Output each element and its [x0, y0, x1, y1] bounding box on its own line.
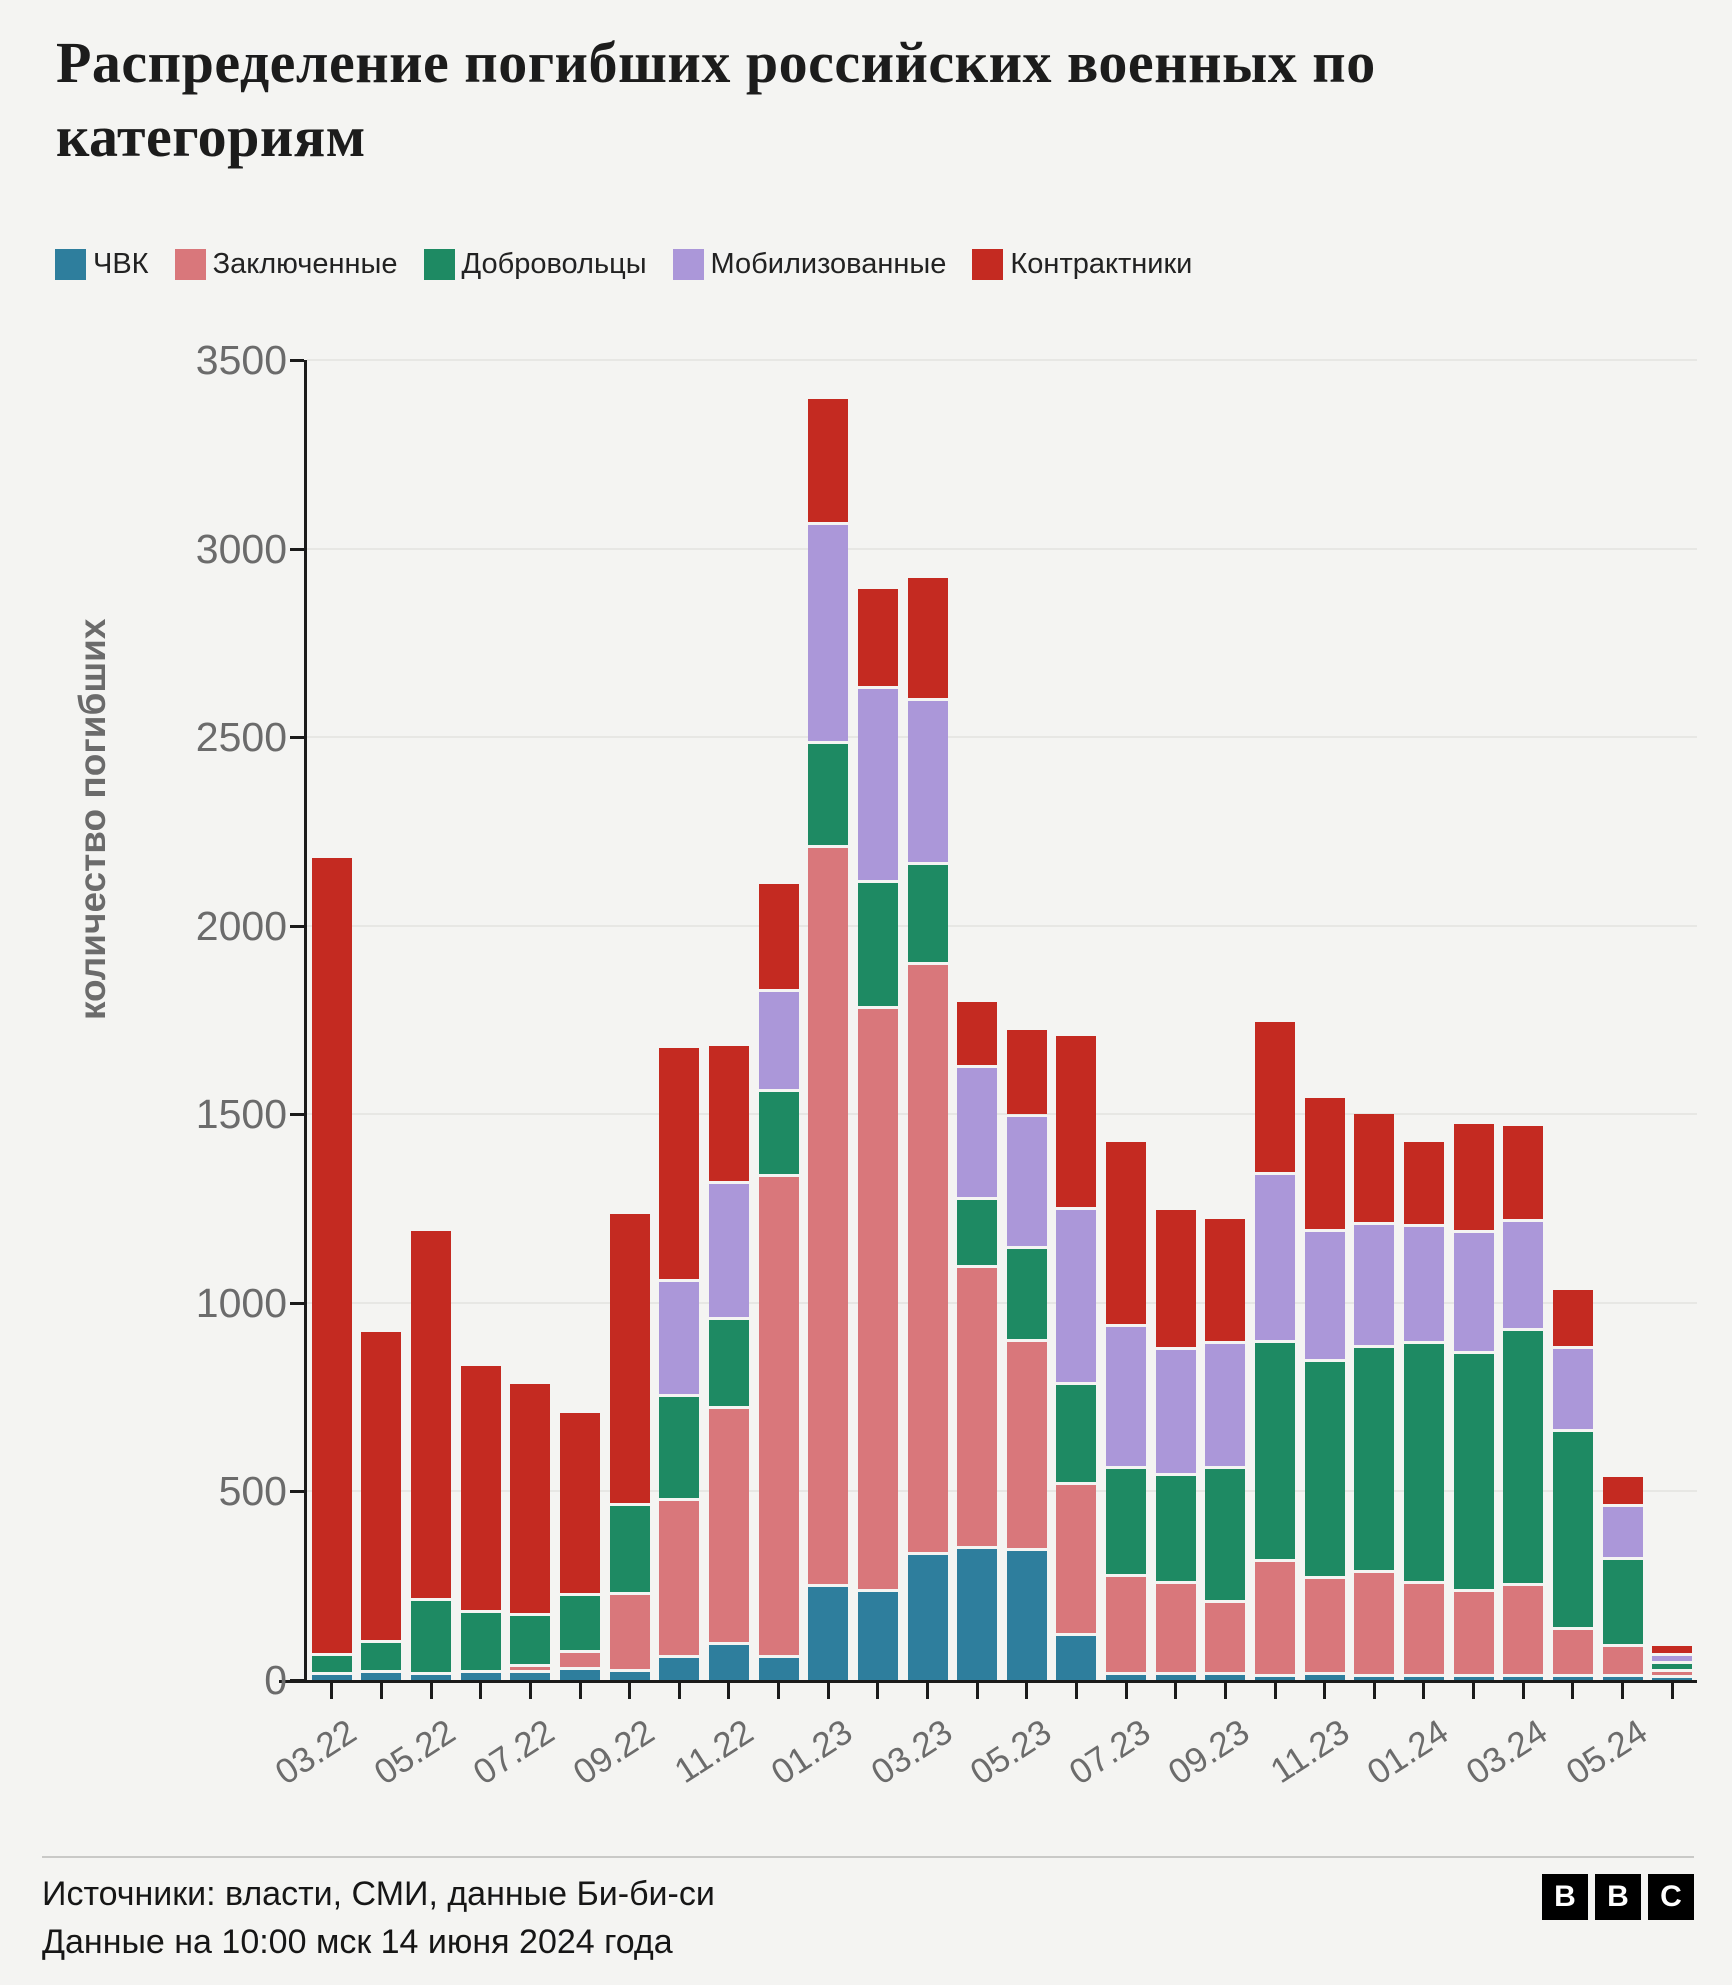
bar-segment — [759, 1092, 799, 1174]
bar-segment — [1404, 1584, 1444, 1674]
bar-11.23 — [1305, 1098, 1345, 1680]
legend-label: Заключенные — [212, 248, 398, 280]
bar-10.23 — [1255, 1022, 1295, 1680]
bar-segment — [1255, 1022, 1295, 1172]
legend-item-Добровольцы — [424, 248, 647, 281]
bar-segment — [1255, 1677, 1295, 1680]
bar-segment — [659, 1048, 699, 1279]
x-tick — [1621, 1683, 1624, 1699]
bar-segment — [1205, 1219, 1245, 1341]
bar-segment — [1205, 1603, 1245, 1672]
bar-segment — [1056, 1385, 1096, 1482]
gridline — [307, 359, 1697, 361]
x-tick — [1125, 1683, 1128, 1699]
bar-03.24 — [1503, 1126, 1543, 1680]
bar-segment — [659, 1282, 699, 1394]
bar-segment — [1503, 1126, 1543, 1219]
bar-segment — [560, 1670, 600, 1680]
bbc-logo-letter: C — [1648, 1874, 1694, 1920]
bar-segment — [1255, 1343, 1295, 1559]
x-tick — [777, 1683, 780, 1699]
chart-title: Распределение погибших российских военных по категориям — [56, 30, 1376, 170]
bar-segment — [1106, 1469, 1146, 1574]
bar-segment — [1305, 1098, 1345, 1229]
bar-segment — [610, 1506, 650, 1592]
bar-06.22 — [461, 1366, 501, 1680]
x-tick-label: 01.23 — [764, 1712, 860, 1793]
legend-item-ЧВК — [55, 248, 149, 281]
plot-area — [195, 337, 1697, 1793]
bar-segment — [1603, 1477, 1643, 1504]
y-tick — [290, 1679, 304, 1682]
bar-segment — [957, 1002, 997, 1065]
bbc-logo-letter: B — [1542, 1874, 1588, 1920]
bar-segment — [1503, 1586, 1543, 1674]
bar-05.22 — [411, 1231, 451, 1680]
bar-segment — [1354, 1114, 1394, 1222]
bar-04.24 — [1553, 1290, 1593, 1680]
x-tick-label: 07.22 — [466, 1712, 562, 1793]
x-tick — [1224, 1683, 1227, 1699]
bar-segment — [1255, 1562, 1295, 1674]
bar-segment — [312, 1656, 352, 1672]
x-tick — [727, 1683, 730, 1699]
bar-segment — [1156, 1584, 1196, 1672]
bar-segment — [1305, 1362, 1345, 1576]
bar-segment — [1007, 1551, 1047, 1680]
bar-segment — [1553, 1290, 1593, 1346]
bar-segment — [1603, 1507, 1643, 1557]
bar-segment — [759, 1658, 799, 1680]
y-tick-label: 1000 — [195, 1279, 287, 1326]
y-tick-label: 500 — [218, 1468, 287, 1515]
bar-segment — [361, 1673, 401, 1680]
bar-segment — [759, 992, 799, 1089]
bar-segment — [560, 1653, 600, 1667]
bbc-logo — [1535, 1874, 1694, 1920]
bar-segment — [411, 1601, 451, 1672]
x-tick — [1422, 1683, 1425, 1699]
y-axis-line — [304, 360, 307, 1683]
bar-segment — [858, 883, 898, 1006]
bar-04.23 — [957, 1002, 997, 1680]
gridline — [307, 736, 1697, 738]
bar-segment — [709, 1046, 749, 1181]
bar-07.23 — [1106, 1142, 1146, 1680]
x-tick — [1075, 1683, 1078, 1699]
bar-segment — [1205, 1675, 1245, 1680]
x-tick — [1174, 1683, 1177, 1699]
bar-segment — [1404, 1227, 1444, 1341]
bar-segment — [1404, 1142, 1444, 1224]
y-tick-label: 0 — [264, 1657, 287, 1703]
bar-12.22 — [759, 884, 799, 1680]
legend-label: ЧВК — [93, 248, 149, 280]
bar-03.23 — [908, 578, 948, 1680]
bar-segment — [610, 1672, 650, 1680]
bar-segment — [1056, 1485, 1096, 1633]
bar-segment — [1305, 1579, 1345, 1672]
bar-segment — [1156, 1675, 1196, 1680]
y-tick-label: 2000 — [195, 902, 287, 949]
footer-updated: Данные на 10:00 мск 14 июня 2024 года — [42, 1922, 673, 1961]
x-tick-label: 05.22 — [367, 1712, 463, 1793]
y-axis-title: количество погибших — [72, 618, 113, 1020]
y-tick — [290, 1113, 304, 1116]
y-tick — [290, 359, 304, 362]
x-tick-label: 03.22 — [268, 1712, 364, 1793]
bar-02.24 — [1454, 1124, 1494, 1680]
bar-segment — [858, 1009, 898, 1589]
bar-01.23 — [808, 399, 848, 1680]
x-tick-label: 09.22 — [566, 1712, 661, 1793]
bar-segment — [1354, 1225, 1394, 1345]
bar-segment — [1106, 1577, 1146, 1672]
x-tick — [876, 1683, 879, 1699]
bar-08.23 — [1156, 1210, 1196, 1680]
bar-segment — [361, 1643, 401, 1670]
bar-segment — [1404, 1344, 1444, 1581]
bar-segment — [361, 1332, 401, 1640]
bar-segment — [808, 848, 848, 1584]
bar-segment — [312, 1675, 352, 1680]
bar-segment — [957, 1268, 997, 1546]
x-tick-label: 05.23 — [963, 1712, 1059, 1793]
x-tick — [1323, 1683, 1326, 1699]
legend-item-Мобилизованные — [673, 248, 947, 281]
x-tick-label: 07.23 — [1062, 1712, 1158, 1793]
legend-swatch — [55, 249, 86, 280]
x-tick — [1472, 1683, 1475, 1699]
bar-07.22 — [510, 1384, 550, 1680]
bar-segment — [908, 1555, 948, 1680]
x-tick-label: 09.23 — [1161, 1712, 1257, 1793]
legend-swatch — [673, 249, 704, 280]
x-tick — [1373, 1683, 1376, 1699]
bar-segment — [908, 865, 948, 962]
bar-segment — [709, 1409, 749, 1642]
bar-segment — [510, 1616, 550, 1664]
x-tick — [330, 1683, 333, 1699]
bar-09.22 — [610, 1214, 650, 1680]
bar-03.22 — [312, 858, 352, 1680]
legend-label: Мобилизованные — [710, 248, 947, 280]
bar-segment — [709, 1184, 749, 1317]
y-tick — [290, 548, 304, 551]
bar-segment — [908, 965, 948, 1552]
bar-segment — [411, 1231, 451, 1598]
bar-segment — [1056, 1210, 1096, 1382]
bar-segment — [1503, 1222, 1543, 1328]
bar-segment — [659, 1501, 699, 1655]
legend-label: Добровольцы — [461, 248, 647, 280]
bar-segment — [1553, 1349, 1593, 1429]
legend — [55, 248, 1218, 281]
bar-05.24 — [1603, 1477, 1643, 1680]
legend-swatch — [424, 249, 455, 280]
y-tick-label: 1500 — [195, 1091, 287, 1138]
x-tick — [430, 1683, 433, 1699]
legend-item-Заключенные — [175, 248, 398, 281]
bar-segment — [1354, 1573, 1394, 1674]
bar-segment — [1354, 1348, 1394, 1570]
bar-segment — [1603, 1560, 1643, 1644]
x-tick — [926, 1683, 929, 1699]
gridline — [307, 1113, 1697, 1115]
bar-segment — [510, 1673, 550, 1680]
x-tick — [976, 1683, 979, 1699]
bar-segment — [1305, 1232, 1345, 1359]
x-tick — [1274, 1683, 1277, 1699]
x-tick — [678, 1683, 681, 1699]
x-tick — [479, 1683, 482, 1699]
bar-segment — [461, 1613, 501, 1670]
bar-segment — [1404, 1677, 1444, 1680]
bar-01.24 — [1404, 1142, 1444, 1680]
bar-segment — [1007, 1249, 1047, 1339]
bar-segment — [1454, 1124, 1494, 1230]
bar-segment — [858, 1592, 898, 1680]
bar-segment — [808, 525, 848, 741]
bar-segment — [808, 744, 848, 845]
bar-segment — [1156, 1210, 1196, 1347]
x-tick — [579, 1683, 582, 1699]
bar-segment — [659, 1658, 699, 1680]
bar-segment — [1652, 1678, 1692, 1680]
x-axis-line — [279, 1680, 1697, 1683]
bar-segment — [1454, 1354, 1494, 1589]
bar-11.22 — [709, 1046, 749, 1680]
bar-segment — [312, 858, 352, 1653]
footer — [42, 1856, 1694, 1966]
bar-segment — [1503, 1331, 1543, 1583]
bar-segment — [1106, 1675, 1146, 1680]
bar-segment — [1503, 1677, 1543, 1680]
bar-segment — [957, 1200, 997, 1265]
bar-02.23 — [858, 589, 898, 1680]
x-tick-label: 05.24 — [1559, 1712, 1654, 1793]
bar-12.23 — [1354, 1114, 1394, 1680]
bar-segment — [1205, 1344, 1245, 1466]
bar-segment — [510, 1667, 550, 1670]
bar-segment — [560, 1413, 600, 1593]
bar-segment — [1652, 1646, 1692, 1653]
legend-item-Контрактники — [972, 248, 1192, 281]
bar-segment — [1454, 1592, 1494, 1674]
bar-segment — [461, 1673, 501, 1680]
footer-source: Источники: власти, СМИ, данные Би-би-си — [42, 1875, 715, 1913]
bar-06.24 — [1652, 1646, 1692, 1680]
bar-segment — [510, 1384, 550, 1613]
bar-segment — [1553, 1432, 1593, 1627]
x-tick-label: 03.23 — [864, 1712, 959, 1793]
bar-segment — [808, 399, 848, 522]
bar-segment — [610, 1214, 650, 1503]
bar-segment — [1652, 1672, 1692, 1675]
bar-09.23 — [1205, 1219, 1245, 1680]
x-tick-label: 01.24 — [1360, 1712, 1456, 1793]
bar-10.22 — [659, 1048, 699, 1680]
bar-segment — [709, 1645, 749, 1680]
bar-segment — [1156, 1350, 1196, 1473]
bar-segment — [411, 1675, 451, 1680]
bar-segment — [1454, 1677, 1494, 1680]
bar-segment — [908, 578, 948, 698]
gridline — [307, 925, 1697, 927]
y-tick-label: 3000 — [195, 525, 287, 572]
bar-segment — [858, 589, 898, 686]
bar-segment — [1603, 1647, 1643, 1674]
bar-segment — [759, 1177, 799, 1655]
y-tick — [290, 1302, 304, 1305]
bar-06.23 — [1056, 1036, 1096, 1680]
x-tick-label: 11.22 — [667, 1712, 761, 1792]
x-tick — [1025, 1683, 1028, 1699]
bar-segment — [759, 884, 799, 989]
bar-05.23 — [1007, 1030, 1047, 1680]
bar-segment — [1305, 1675, 1345, 1680]
bar-segment — [709, 1320, 749, 1406]
x-tick-label: 11.23 — [1263, 1712, 1356, 1792]
x-tick — [1522, 1683, 1525, 1699]
x-tick — [1671, 1683, 1674, 1699]
y-tick — [290, 736, 304, 739]
bar-segment — [560, 1596, 600, 1650]
bar-segment — [1106, 1327, 1146, 1466]
x-tick — [827, 1683, 830, 1699]
bar-segment — [1454, 1233, 1494, 1351]
legend-swatch — [175, 249, 206, 280]
bar-segment — [1007, 1342, 1047, 1548]
bar-segment — [659, 1397, 699, 1498]
bar-segment — [1205, 1469, 1245, 1600]
gridline — [307, 548, 1697, 550]
bar-segment — [1007, 1030, 1047, 1114]
bar-segment — [1106, 1142, 1146, 1324]
bbc-logo-letter: B — [1595, 1874, 1641, 1920]
y-tick — [290, 1490, 304, 1493]
x-tick-label: 03.24 — [1459, 1712, 1555, 1793]
legend-label: Контрактники — [1010, 248, 1193, 280]
bar-segment — [1354, 1677, 1394, 1680]
bar-segment — [1056, 1636, 1096, 1680]
bar-segment — [1553, 1677, 1593, 1680]
bar-segment — [1652, 1664, 1692, 1669]
x-tick — [628, 1683, 631, 1699]
bar-segment — [1255, 1175, 1295, 1340]
y-tick-label: 3500 — [195, 337, 287, 383]
y-tick — [290, 925, 304, 928]
bar-segment — [808, 1587, 848, 1680]
bar-segment — [1007, 1117, 1047, 1246]
bar-segment — [1553, 1630, 1593, 1674]
bar-segment — [1156, 1476, 1196, 1581]
x-tick — [1571, 1683, 1574, 1699]
bar-segment — [957, 1068, 997, 1197]
x-tick — [380, 1683, 383, 1699]
bar-segment — [610, 1595, 650, 1669]
bar-segment — [1603, 1677, 1643, 1680]
y-tick-label: 2500 — [195, 714, 287, 761]
bar-segment — [908, 701, 948, 862]
legend-swatch — [972, 249, 1003, 280]
bar-segment — [858, 689, 898, 880]
bar-segment — [1056, 1036, 1096, 1207]
bar-segment — [957, 1549, 997, 1680]
bar-segment — [461, 1366, 501, 1610]
bar-segment — [1652, 1656, 1692, 1661]
bar-08.22 — [560, 1413, 600, 1680]
x-tick — [529, 1683, 532, 1699]
bar-04.22 — [361, 1332, 401, 1680]
